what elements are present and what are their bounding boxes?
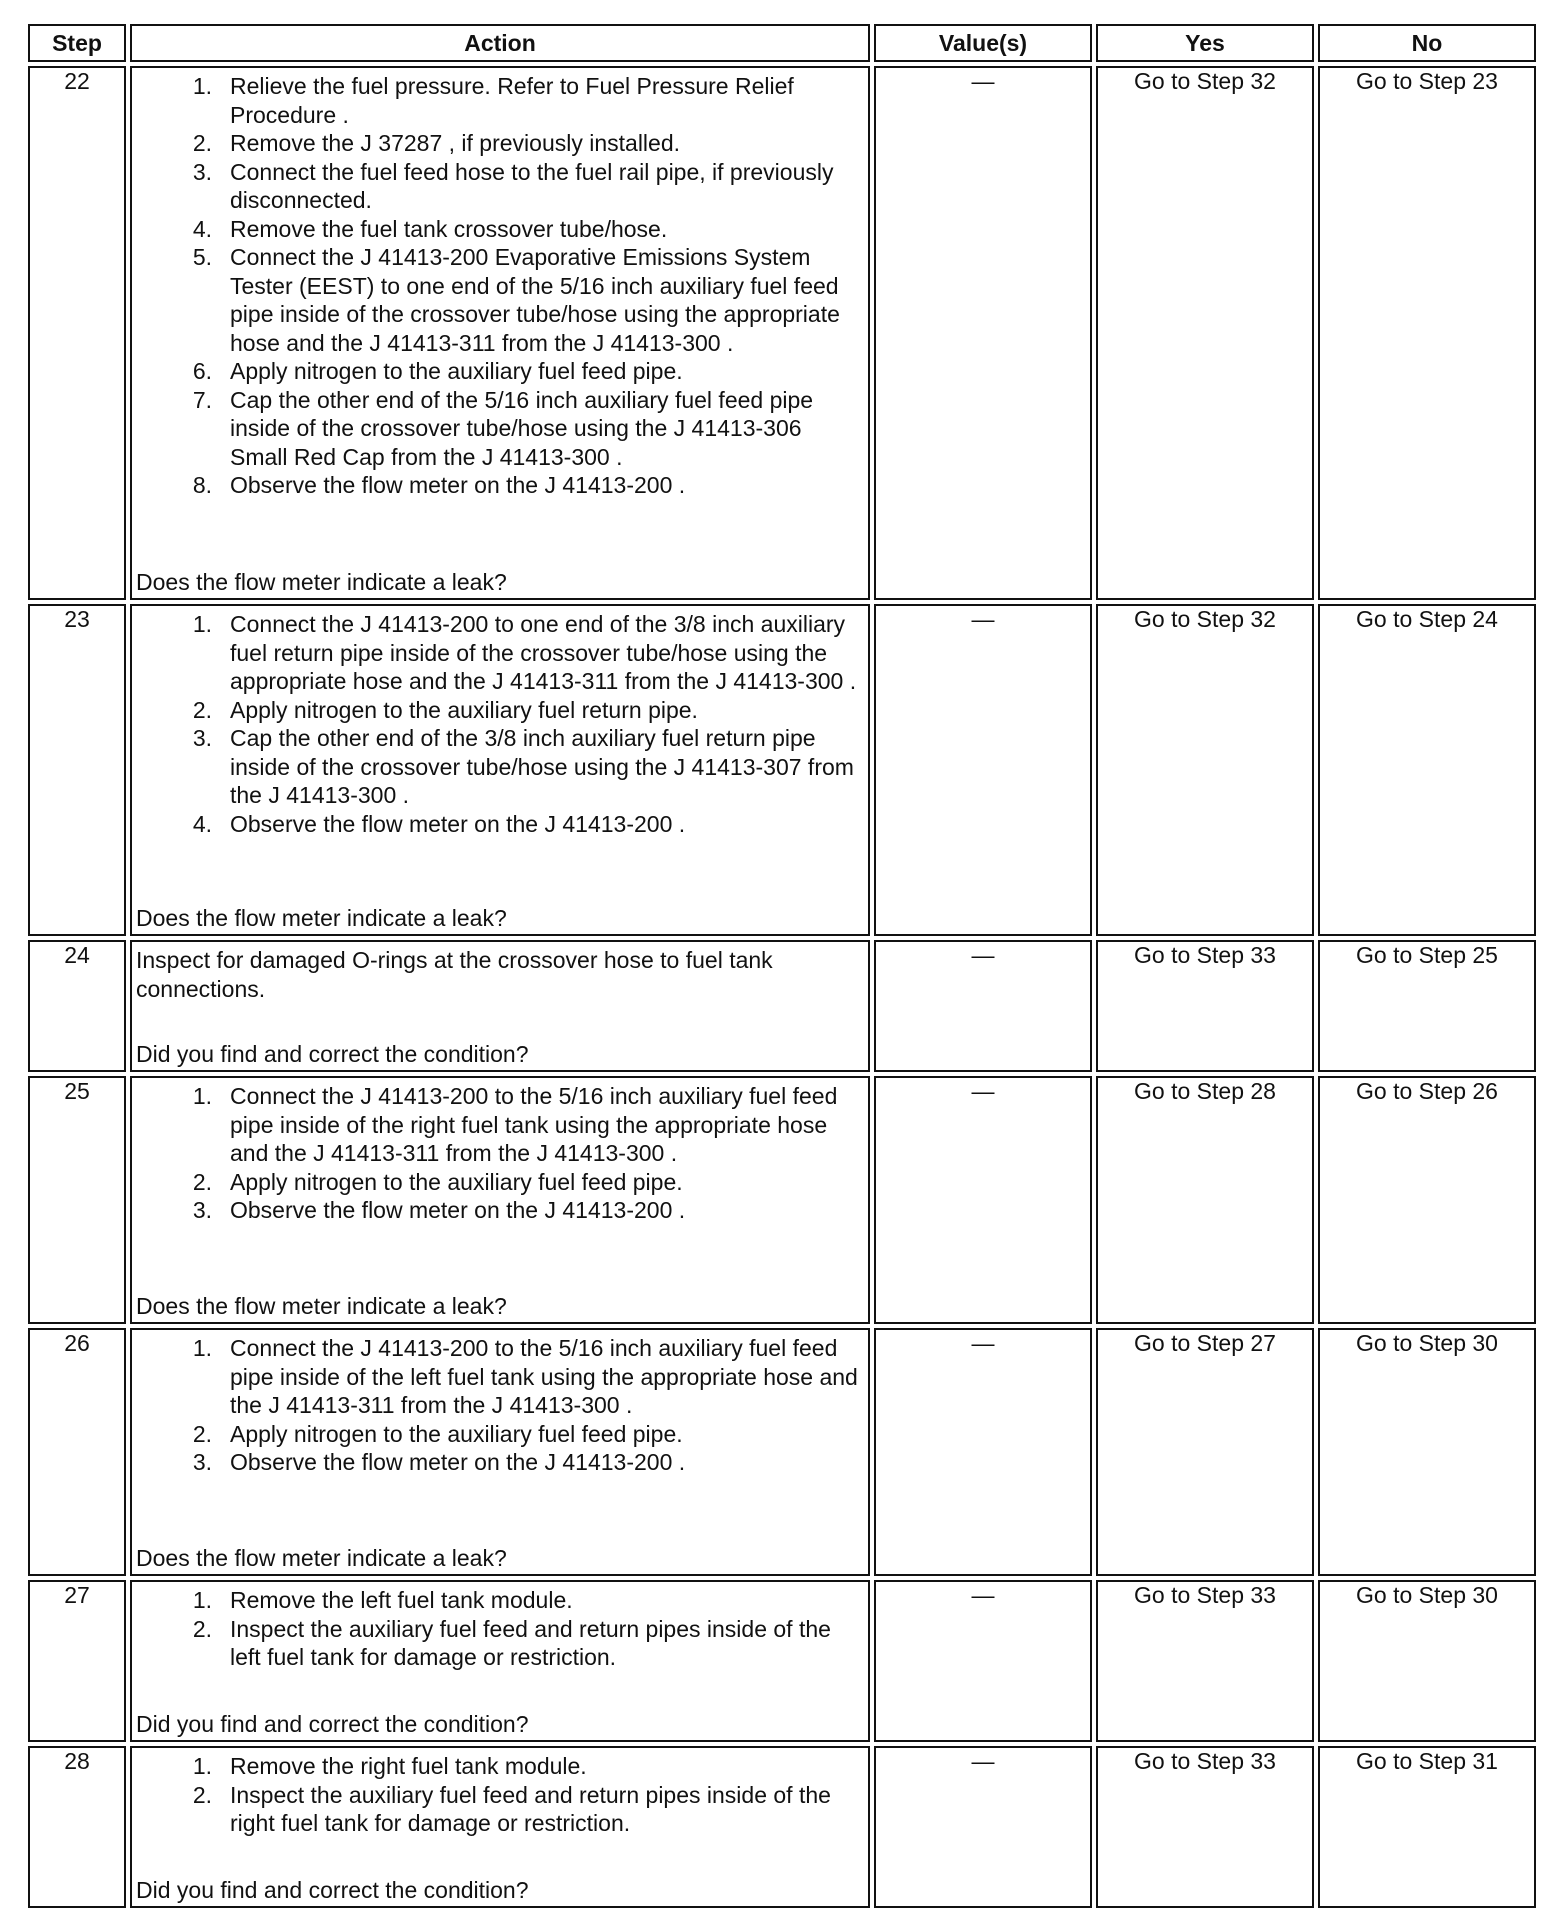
- no-cell: [1318, 940, 1536, 1072]
- header-values: Value(s): [874, 24, 1092, 62]
- header-yes: Yes: [1096, 24, 1314, 62]
- yes-cell: [1096, 604, 1314, 936]
- list-item: 2. Apply nitrogen to the auxiliary fuel return pipe.: [192, 696, 698, 723]
- action-steps: [132, 68, 868, 500]
- value-cell: —: [874, 66, 1092, 600]
- list-item: 3. Cap the other end of the 3/8 inch auxiliary fuel return pipe inside of the crossover tube/hose using the J 41413-307 from the J 41413-300 .: [192, 725, 854, 808]
- list-item: 1. Remove the left fuel tank module.: [192, 1587, 573, 1613]
- action-cell: [130, 1328, 870, 1576]
- table-row: [28, 1076, 1536, 1324]
- no-link: Go to Step 24: [1356, 606, 1498, 632]
- question: Does the flow meter indicate a leak?: [136, 568, 507, 595]
- table-row: [28, 940, 1536, 1072]
- yes-cell: [1096, 1328, 1314, 1576]
- table-row: [28, 604, 1536, 936]
- yes-cell: [1096, 1580, 1314, 1742]
- action-cell: [130, 1076, 870, 1324]
- list-item: 2. Apply nitrogen to the auxiliary fuel feed pipe.: [192, 1420, 683, 1447]
- question: Did you find and correct the condition?: [136, 1710, 529, 1737]
- action-cell: [130, 1580, 870, 1742]
- value-cell: —: [874, 940, 1092, 1072]
- list-item: 1. Connect the J 41413-200 to the 5/16 inch auxiliary fuel feed pipe inside of the right fuel tank using the appropriate hose and the J 41413-311 from the J 41413-300 .: [192, 1083, 838, 1166]
- list-item: 5. Connect the J 41413-200 Evaporative Emissions System Tester (EEST) to one end of the 5/16 inch auxiliary fuel feed pipe inside of the crossover tube/hose using the appropriate hose and the J 41413-311 from the J 41413-300 .: [192, 244, 840, 356]
- header-action: Action: [130, 24, 870, 62]
- step-number: 25: [28, 1076, 126, 1324]
- step-number: 26: [28, 1328, 126, 1576]
- list-item: 3. Observe the flow meter on the J 41413-200 .: [192, 1449, 686, 1475]
- no-link: Go to Step 26: [1356, 1078, 1498, 1104]
- no-link: Go to Step 30: [1356, 1330, 1498, 1356]
- value-cell: —: [874, 1746, 1092, 1908]
- step-number: 22: [28, 66, 126, 600]
- no-link: Go to Step 25: [1356, 942, 1498, 968]
- table-row: [28, 1328, 1536, 1576]
- question: Did you find and correct the condition?: [136, 1876, 529, 1903]
- no-cell: [1318, 1076, 1536, 1324]
- step-number: 23: [28, 604, 126, 936]
- no-cell: [1318, 1580, 1536, 1742]
- yes-link: Go to Step 32: [1134, 68, 1276, 94]
- step-number: 27: [28, 1580, 126, 1742]
- step-number: 28: [28, 1746, 126, 1908]
- list-item: 8. Observe the flow meter on the J 41413-200 .: [192, 472, 686, 498]
- action-steps: [132, 606, 868, 838]
- no-link: Go to Step 31: [1356, 1748, 1498, 1774]
- no-cell: [1318, 1746, 1536, 1908]
- list-item: 4. Observe the flow meter on the J 41413-200 .: [192, 810, 686, 837]
- value-cell: —: [874, 604, 1092, 936]
- list-item: 4. Remove the fuel tank crossover tube/hose.: [192, 215, 668, 242]
- yes-link: Go to Step 33: [1134, 942, 1276, 968]
- action-steps: [132, 1078, 868, 1225]
- question: Does the flow meter indicate a leak?: [136, 904, 507, 931]
- action-steps: [132, 1330, 868, 1477]
- yes-link: Go to Step 27: [1134, 1330, 1276, 1356]
- action-cell: [130, 604, 870, 936]
- action-cell: [130, 1746, 870, 1908]
- list-item: 2. Apply nitrogen to the auxiliary fuel feed pipe.: [192, 1168, 683, 1195]
- action-cell: [130, 66, 870, 600]
- question: Does the flow meter indicate a leak?: [136, 1544, 507, 1571]
- action-steps: [132, 1748, 868, 1838]
- header-no: No: [1318, 24, 1536, 62]
- value-cell: —: [874, 1580, 1092, 1742]
- question: Did you find and correct the condition?: [136, 1040, 529, 1067]
- no-cell: [1318, 1328, 1536, 1576]
- list-item: 2. Inspect the auxiliary fuel feed and return pipes inside of the left fuel tank for damage or restriction.: [192, 1615, 831, 1670]
- yes-cell: [1096, 66, 1314, 600]
- no-link: Go to Step 30: [1356, 1582, 1498, 1608]
- list-item: 1. Connect the J 41413-200 to the 5/16 inch auxiliary fuel feed pipe inside of the left fuel tank using the appropriate hose and the J 41413-311 from the J 41413-300 .: [192, 1335, 858, 1418]
- no-cell: [1318, 66, 1536, 600]
- list-item: 3. Connect the fuel feed hose to the fuel rail pipe, if previously disconnected.: [192, 158, 834, 213]
- no-link: Go to Step 23: [1356, 68, 1498, 94]
- list-item: 3. Observe the flow meter on the J 41413-200 .: [192, 1197, 686, 1223]
- yes-link: Go to Step 32: [1134, 606, 1276, 632]
- diagnostic-table: [24, 20, 1540, 1912]
- header-step: Step: [28, 24, 126, 62]
- value-cell: —: [874, 1328, 1092, 1576]
- yes-link: Go to Step 28: [1134, 1078, 1276, 1104]
- action-text: Inspect for damaged O-rings at the crossover hose to fuel tank connections.: [136, 947, 773, 1002]
- table-row: [28, 66, 1536, 600]
- list-item: 1. Remove the right fuel tank module.: [192, 1753, 587, 1779]
- yes-link: Go to Step 33: [1134, 1582, 1276, 1608]
- list-item: 6. Apply nitrogen to the auxiliary fuel feed pipe.: [192, 358, 683, 384]
- list-item: 7. Cap the other end of the 5/16 inch auxiliary fuel feed pipe inside of the crossover tube/hose using the J 41413-306 Small Red Cap from the J 41413-300 .: [192, 386, 814, 470]
- list-item: 2. Inspect the auxiliary fuel feed and return pipes inside of the right fuel tank for damage or restriction.: [192, 1781, 831, 1836]
- yes-cell: [1096, 1746, 1314, 1908]
- list-item: 2. Remove the J 37287 , if previously installed.: [192, 130, 681, 156]
- step-number: 24: [28, 940, 126, 1072]
- yes-cell: [1096, 1076, 1314, 1324]
- value-cell: —: [874, 1076, 1092, 1324]
- table-row: [28, 1580, 1536, 1742]
- list-item: 1. Connect the J 41413-200 to one end of the 3/8 inch auxiliary fuel return pipe inside of the crossover tube/hose using the appropriate hose and the J 41413-311 from the J 41413-300 .: [192, 611, 857, 694]
- action-steps: [132, 1582, 868, 1672]
- yes-link: Go to Step 33: [1134, 1748, 1276, 1774]
- no-cell: [1318, 604, 1536, 936]
- table-row: [28, 1746, 1536, 1908]
- yes-cell: [1096, 940, 1314, 1072]
- header-row: [28, 24, 1536, 62]
- action-cell: [130, 940, 870, 1072]
- list-item: 1. Relieve the fuel pressure. Refer to Fuel Pressure Relief Procedure .: [192, 73, 794, 128]
- question: Does the flow meter indicate a leak?: [136, 1292, 507, 1319]
